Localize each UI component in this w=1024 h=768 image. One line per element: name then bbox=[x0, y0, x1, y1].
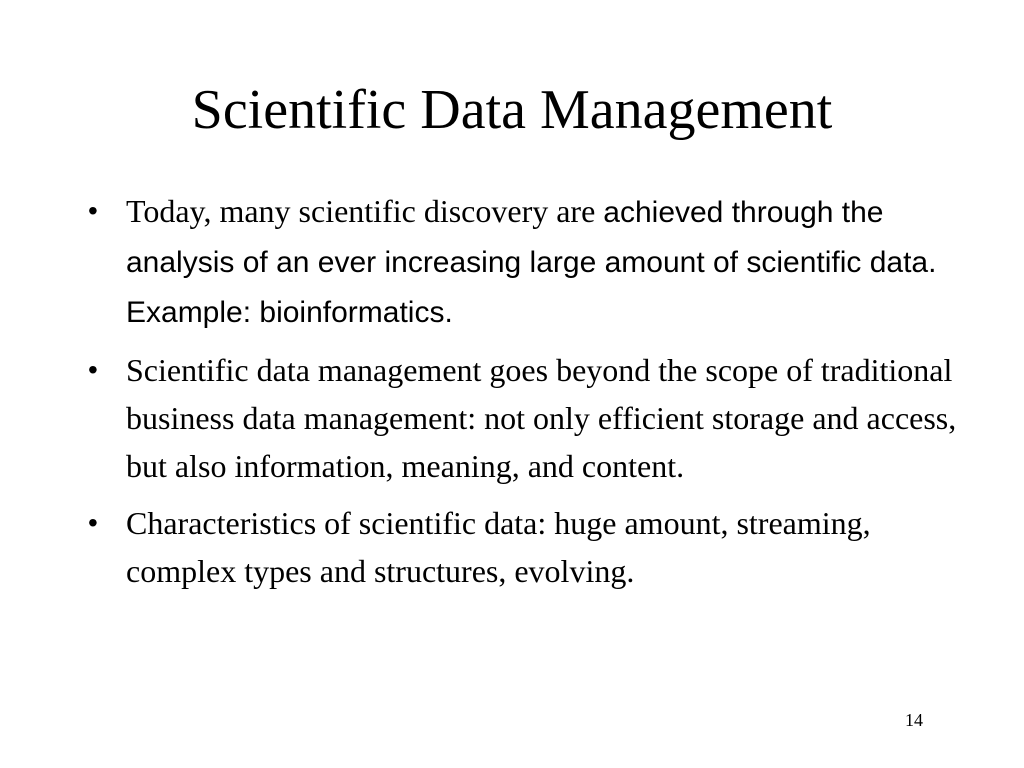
page-number: 14 bbox=[905, 710, 923, 730]
bullet-item-data-management bbox=[88, 346, 988, 490]
bullet-text-sans-part: achieved through the analysis of an ever increasing large amount of scientific data. Example: bioinformatics. bbox=[126, 196, 937, 329]
bullet-item-discovery bbox=[88, 187, 988, 337]
slide-title: Scientific Data Management bbox=[191, 79, 833, 141]
bullet-marker: • bbox=[88, 354, 98, 385]
bullet-item-characteristics bbox=[88, 499, 988, 595]
bullet-text: Characteristics of scientific data: huge amount, streaming, complex types and structures, evolving. bbox=[126, 505, 871, 589]
bullet-marker: • bbox=[88, 195, 98, 226]
bullet-text-serif-part: Today, many scientific discovery are bbox=[126, 193, 604, 229]
bullet-text: Scientific data management goes beyond the scope of traditional business data management: not only efficient storage and access, but also information, meaning, and content. bbox=[126, 352, 957, 484]
bullet-marker: • bbox=[88, 507, 98, 538]
bullet-list bbox=[88, 187, 988, 595]
